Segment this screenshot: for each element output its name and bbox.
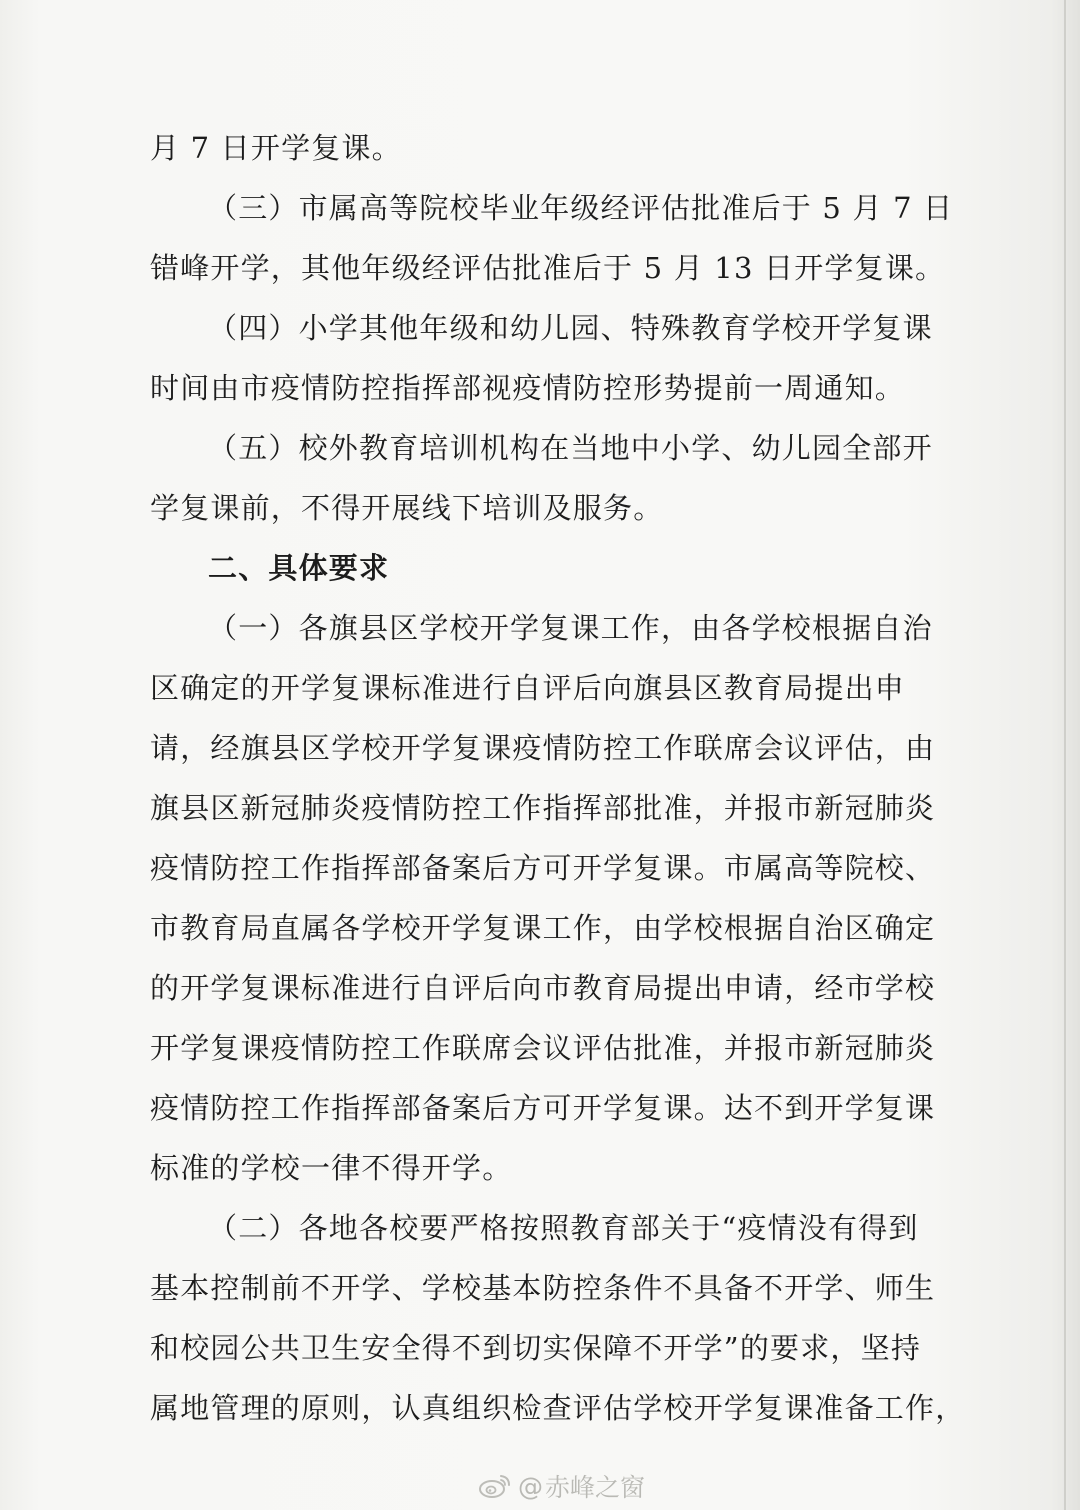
document-body: [150, 118, 966, 1438]
weibo-watermark: [478, 1466, 645, 1506]
text-line: 属地管理的原则，认真组织检查评估学校开学复课准备工作，: [150, 1391, 966, 1425]
text-line: 开学复课疫情防控工作联席会议评估批准，并报市新冠肺炎: [150, 1031, 936, 1065]
text-line: 月 7 日开学复课。: [150, 131, 402, 165]
text-line: 旗县区新冠肺炎疫情防控工作指挥部批准，并报市新冠肺炎: [150, 791, 936, 825]
text-line: 请，经旗县区学校开学复课疫情防控工作联席会议评估，由: [150, 731, 936, 765]
text-line: 标准的学校一律不得开学。: [150, 1151, 513, 1185]
section-heading: 二、具体要求: [208, 551, 390, 585]
text-line: （三）市属高等院校毕业年级经评估批准后于 5 月 7 日: [208, 191, 954, 225]
text-line: （二）各地各校要严格按照教育部关于“疫情没有得到: [208, 1211, 919, 1245]
text-line: 的开学复课标准进行自评后向市教育局提出申请，经市学校: [150, 971, 936, 1005]
text-line: 市教育局直属各学校开学复课工作，由学校根据自治区确定: [150, 911, 936, 945]
watermark-account: 赤峰之窗: [545, 1473, 646, 1502]
text-line: 疫情防控工作指挥部备案后方可开学复课。市属高等院校、: [150, 851, 936, 885]
text-line: 基本控制前不开学、学校基本防控条件不具备不开学、师生: [150, 1271, 936, 1305]
weibo-icon: [478, 1473, 512, 1499]
text-line: 学复课前，不得开展线下培训及服务。: [150, 491, 664, 525]
text-line: （四）小学其他年级和幼儿园、特殊教育学校开学复课: [208, 311, 933, 345]
text-line: 疫情防控工作指挥部备案后方可开学复课。达不到开学复课: [150, 1091, 936, 1125]
text-line: 区确定的开学复课标准进行自评后向旗县区教育局提出申: [150, 671, 906, 705]
text-line: 错峰开学，其他年级经评估批准后于 5 月 13 日开学复课。: [150, 251, 946, 285]
watermark-at: @: [518, 1471, 543, 1501]
page-edge-shadow: [1064, 0, 1066, 1510]
text-line: （一）各旗县区学校开学复课工作，由各学校根据自治: [208, 611, 933, 645]
text-line: 时间由市疫情防控指挥部视疫情防控形势提前一周通知。: [150, 371, 906, 405]
text-line: 和校园公共卫生安全得不到切实保障不开学”的要求，坚持: [150, 1331, 922, 1365]
text-line: （五）校外教育培训机构在当地中小学、幼儿园全部开: [208, 431, 933, 465]
